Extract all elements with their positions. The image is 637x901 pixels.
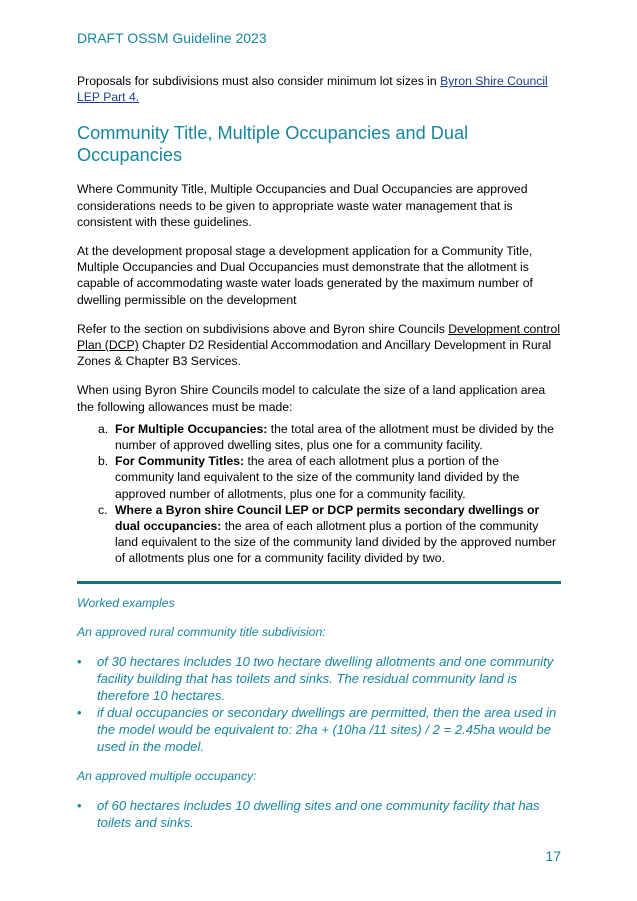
allowance-text: the area of each allotment plus a portion of the community land equivalent to the size of the community land divided by the approved number of allotments, plus one for a community facility.: [115, 454, 520, 501]
running-header: DRAFT OSSM Guideline 2023: [77, 30, 267, 46]
page-content: [77, 73, 561, 844]
intro-paragraph: [77, 73, 561, 105]
allowance-text: the area of each allotment plus a portion of the community land equivalent to the size of the community land divided by the approved number of allotments plus one for a community facility divided by two.: [115, 519, 557, 566]
list-marker: a.: [98, 421, 109, 436]
section-heading: Community Title, Multiple Occupancies and Dual Occupancies: [77, 123, 469, 166]
allowances-list: [77, 421, 561, 567]
lep-part4-link[interactable]: Byron Shire Council LEP Part 4.: [77, 74, 548, 105]
allowance-item: [77, 453, 561, 502]
allowance-item: [77, 421, 561, 453]
allowance-text: the total area of the allotment must be divided by the number of approved dwelling sites, plus one for a community facility.: [115, 421, 554, 453]
allowance-label: For Community Titles:: [115, 454, 245, 469]
list-item: [77, 704, 561, 755]
paragraph-4: When using Byron Shire Councils model to calculate the size of a land application area the following allowances must be made:: [77, 383, 546, 414]
allowance-label: Where a Byron shire Council LEP or DCP permits secondary dwellings or dual occupancies:: [115, 502, 540, 534]
section-divider: [77, 581, 561, 584]
allowance-item: [77, 502, 561, 567]
allowance-label: For Multiple Occupancies:: [115, 421, 268, 436]
list-item: [77, 653, 561, 704]
example-1-title: An approved rural community title subdivision:: [77, 624, 326, 639]
worked-examples-title: Worked examples: [77, 595, 175, 610]
example-1-list: [77, 653, 561, 755]
paragraph-3: [77, 321, 561, 370]
list-item-text: if dual occupancies or secondary dwellings are permitted, then the area used in the model would be equivalent to: 2ha + (10ha /11 sites) / 2 = 2.45ha would be used in the model.: [97, 705, 557, 755]
intro-text: Proposals for subdivisions must also consider minimum lot sizes in: [77, 74, 441, 88]
paragraph-1: Where Community Title, Multiple Occupancies and Dual Occupancies are approved considerations needs to be given to appropriate waste water management that is consistent with these guidelines.: [77, 182, 528, 229]
bullet-icon: •: [77, 798, 82, 814]
paragraph-2: At the development proposal stage a development application for a Community Title, Multiple Occupancies and Dual Occupancies must demonstrate that the allotment is capable of accommodating waste water loads generated by the maximum number of dwelling permissible on the development: [77, 244, 533, 307]
dcp-link[interactable]: Development control Plan (DCP): [77, 321, 561, 353]
example-2-list: [77, 797, 561, 831]
list-item-text: of 60 hectares includes 10 dwelling sites and one community facility that has toilets and sinks.: [97, 798, 540, 831]
bullet-icon: •: [77, 705, 82, 721]
example-2-title: An approved multiple occupancy:: [77, 769, 257, 784]
paragraph-3-after: Chapter D2 Residential Accommodation and Ancillary Development in Rural Zones & Chapter B3 Services.: [77, 338, 552, 369]
list-item-text: of 30 hectares includes 10 two hectare dwelling allotments and one community facility building that has toilets and sinks. The residual community land is therefore 10 hectares.: [97, 654, 554, 704]
paragraph-3-before: Refer to the section on subdivisions above and Byron shire Councils: [77, 321, 449, 336]
list-marker: c.: [98, 502, 108, 517]
list-marker: b.: [98, 454, 109, 469]
bullet-icon: •: [77, 654, 82, 670]
worked-examples: [77, 595, 561, 832]
list-item: [77, 797, 561, 831]
page-number: 17: [545, 848, 561, 864]
